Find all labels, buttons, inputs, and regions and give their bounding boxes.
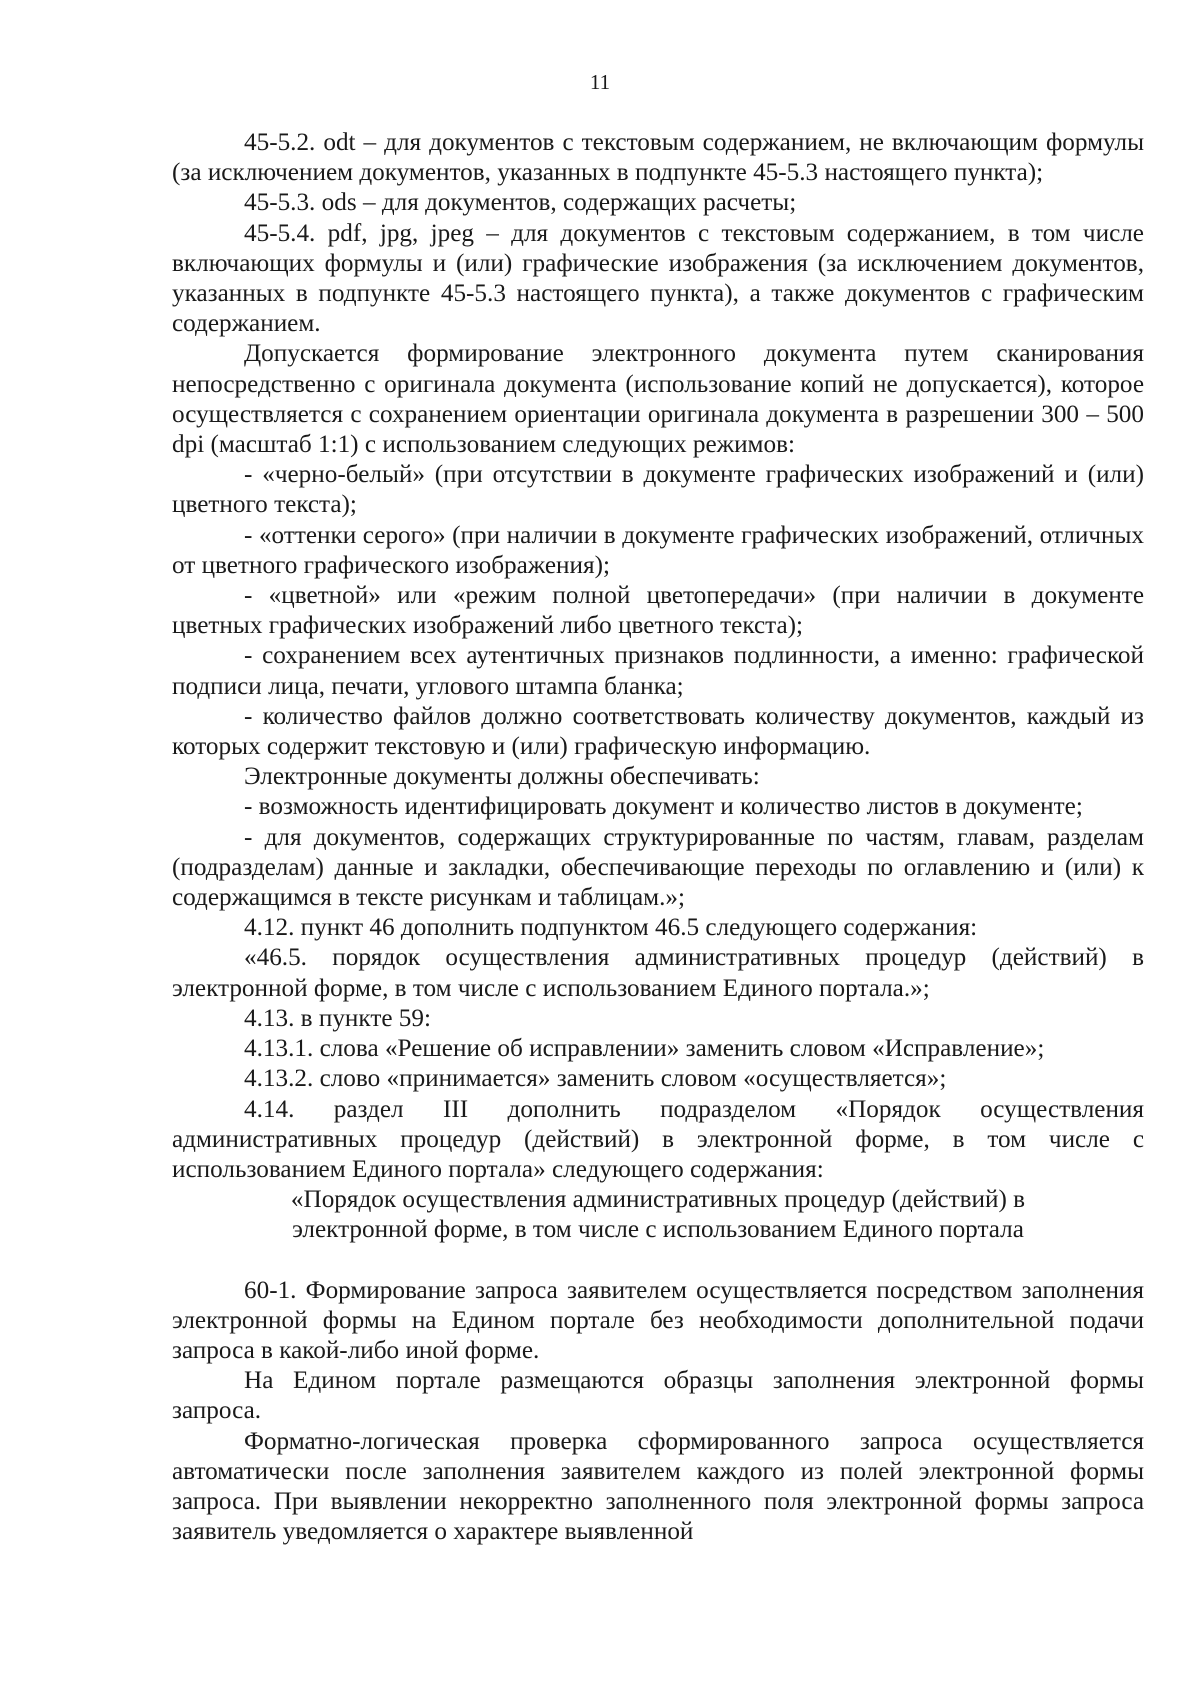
section-heading-line-1: «Порядок осуществления административных процедур (действий) в [290, 1186, 1026, 1214]
paragraph: 4.14. раздел III дополнить подразделом «Порядок осуществления административных процедур (действий) в электронной форме, в том числе с использованием Единого портала» следующего содержания: [172, 1095, 1144, 1183]
paragraph: Форматно-логическая проверка сформированного запроса осуществляется автоматически после заполнения заявителем каждого из полей электронной формы запроса. При выявлении некорректно заполненного поля электронной формы запроса заявитель уведомляется о характере выявленной [172, 1427, 1144, 1546]
paragraph: - «цветной» или «режим полной цветопередачи» (при наличии в документе цветных графических изображений либо цветного текста); [172, 582, 1144, 640]
paragraph: - «черно-белый» (при отсутствии в документе графических изображений и (или) цветного текста); [172, 461, 1144, 519]
paragraph: На Едином портале размещаются образцы заполнения электронной формы запроса. [172, 1367, 1144, 1425]
paragraph: 45-5.2. odt – для документов с текстовым содержанием, не включающим формулы (за исключением документов, указанных в подпункте 45-5.3 настоящего пункта); [172, 129, 1144, 187]
paragraph: 4.12. пункт 46 дополнить подпунктом 46.5 следующего содержания: [244, 914, 978, 942]
section-heading-line-2: электронной форме, в том числе с использованием Единого портала [292, 1216, 1024, 1244]
paragraph: - количество файлов должно соответствовать количеству документов, каждый из которых содержит текстовую и (или) графическую информацию. [172, 702, 1144, 761]
paragraph: 60-1. Формирование запроса заявителем осуществляется посредством заполнения электронной формы на Едином портале без необходимости дополнительной подачи запроса в какой-либо иной форме. [172, 1276, 1144, 1364]
paragraph: 4.13.2. слово «принимается» заменить словом «осуществляется»; [244, 1065, 947, 1093]
paragraph: 4.13. в пункте 59: [244, 1004, 431, 1032]
paragraph: 4.13.1. слова «Решение об исправлении» заменить словом «Исправление»; [244, 1035, 1045, 1063]
document-body [172, 128, 1144, 1547]
paragraph: Допускается формирование электронного документа путем сканирования непосредственно с оригинала документа (использование копий не допускается), которое осуществляется с сохранением ориентации оригинала документа в разрешении 300 – 500 dpi (масштаб 1:1) с использованием следующих режимов: [172, 340, 1144, 459]
paragraph: - сохранением всех аутентичных признаков подлинности, а именно: графической подписи лица, печати, углового штампа бланка; [172, 642, 1144, 700]
paragraph: - для документов, содержащих структурированные по частям, главам, разделам (подразделам) данные и закладки, обеспечивающие переходы по оглавлению и (или) к содержащимся в тексте рисункам и таблицам.»; [172, 823, 1144, 912]
paragraph: - «оттенки серого» (при наличии в документе графических изображений, отличных от цветного графического изображения); [172, 521, 1144, 579]
page-number: 11 [589, 70, 611, 94]
paragraph: 45-5.3. ods – для документов, содержащих расчеты; [244, 189, 797, 217]
paragraph: Электронные документы должны обеспечивать: [244, 763, 760, 791]
paragraph: - возможность идентифицировать документ и количество листов в документе; [244, 793, 1083, 821]
paragraph: 45-5.4. pdf, jpg, jpeg – для документов с текстовым содержанием, в том числе включающих формулы и (или) графические изображения (за исключением документов, указанных в подпункте 45-5.3 настоящего пункта), а также документов с графическим содержанием. [172, 219, 1144, 338]
paragraph: «46.5. порядок осуществления административных процедур (действий) в электронной форме, в том числе с использованием Единого портала.»; [172, 944, 1144, 1002]
